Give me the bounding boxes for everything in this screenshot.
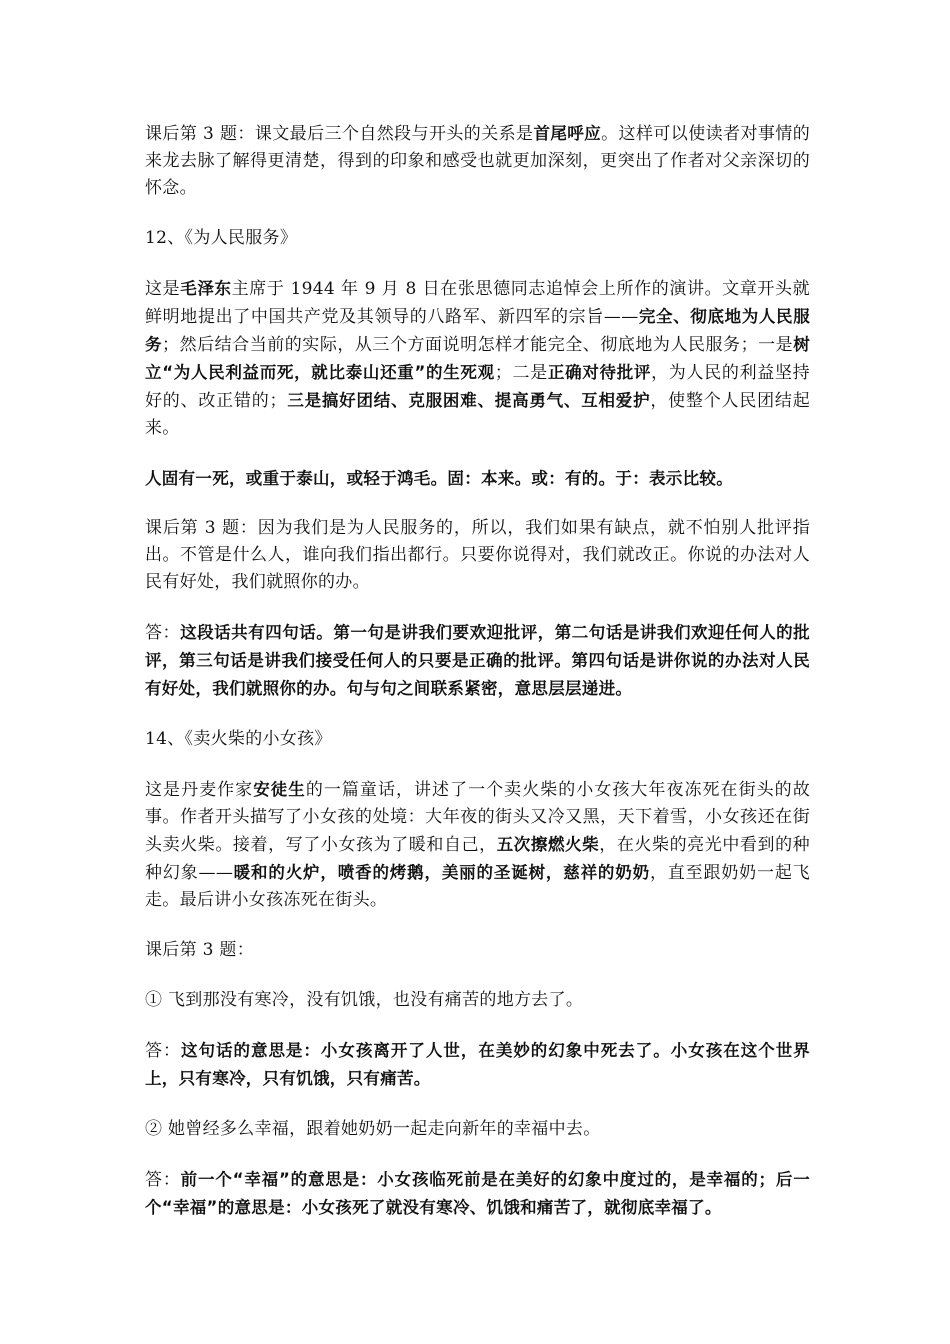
bold-text: 毛泽东 — [180, 279, 232, 298]
text-segment: 的一篇童话，讲述了一个卖火柴的小女孩大年夜冻死在街头的故事。作者开头描写了小女孩的处境：大年夜的街头又冷又黑，天下着雪，小女孩还在街头卖火柴。接着，写了小女孩为了暖和自己， — [145, 780, 810, 855]
paragraph-lesson-12-summary — [145, 275, 810, 442]
lesson-14-title: 14、《卖火柴的小女孩》 — [145, 729, 332, 749]
paragraph-lesson-14-summary — [145, 776, 810, 914]
text-segment: 这是 — [145, 279, 181, 299]
answer-label: 答： — [145, 1041, 181, 1061]
bold-text: 暖和的火炉，喷香的烤鹅，美丽的圣诞树，慈祥的奶奶 — [233, 863, 650, 882]
lesson-12-title: 12、《为人民服务》 — [145, 228, 298, 248]
bold-text: 正确对待批评 — [547, 363, 652, 382]
answer-label: 答： — [145, 623, 181, 643]
paragraph-lesson-14-exercise-3: 课后第 3 题： — [145, 940, 255, 960]
paragraph-question-2: ② 她曾经多么幸福，跟着她奶奶一起走向新年的幸福中去。 — [145, 1119, 601, 1139]
paragraph-quote-explanation: 人固有一死，或重于泰山，或轻于鸿毛。固：本来。或：有的。于：表示比较。 — [145, 469, 733, 488]
answer-label: 答： — [145, 1170, 181, 1190]
paragraph-question-1: ① 飞到那没有寒冷，没有饥饿，也没有痛苦的地方去了。 — [145, 990, 584, 1010]
bold-text: 首尾呼应 — [533, 124, 602, 143]
bold-text: 安徒生 — [253, 780, 306, 799]
text-segment: 主席于 1944 年 9 月 8 日在张思德同志追悼会上所作的演讲。文章开头就鲜明地提出了中国共产党及其领导的八路军、新四军的宗旨—— — [145, 279, 810, 327]
text-segment: ；二是 — [494, 363, 548, 383]
text-segment: ，使整个人民团结起来。 — [145, 391, 810, 438]
paragraph-lesson-12-answer — [145, 619, 810, 703]
text-segment: ，直至跟奶奶一起飞走。最后讲小女孩冻死在街头。 — [145, 863, 811, 910]
bold-text: 五次擦燃火柴 — [496, 835, 600, 854]
paragraph-lesson-12-exercise-3: 课后第 3 题：因为我们是为人民服务的，所以，我们如果有缺点，就不怕别人批评指出。不管是什么人，谁向我们指出都行。只要你说得对，我们就改正。你说的办法对人民有好处，我们就照你的办。 — [145, 518, 810, 592]
bold-text: 树立“为人民利益而死，就比泰山还重”的生死观 — [145, 335, 810, 382]
paragraph-lesson-11-exercise-3 — [145, 120, 810, 202]
bold-text: 这句话的意思是：小女孩离开了人世，在美妙的幻象中死去了。小女孩在这个世界上，只有寒冷，只有饥饿，只有痛苦。 — [145, 1041, 810, 1088]
bold-text: 这段话共有四句话。第一句是讲我们要欢迎批评，第二句话是讲我们欢迎任何人的批评，第三句话是讲我们接受任何人的只要是正确的批评。第四句话是讲你说的办法对人民有好处，我们就照你的办。句与句之间联系紧密，意思层层递进。 — [145, 623, 810, 698]
text-segment: 这是丹麦作家 — [145, 780, 254, 800]
document-body — [145, 120, 810, 1245]
paragraph-answer-2 — [145, 1166, 810, 1222]
text-segment: 课后第 3 题：课文最后三个自然段与开头的关系是 — [145, 124, 534, 144]
text-segment: ，为人民的利益坚持好的、改正错的； — [145, 363, 810, 411]
bold-text: 完全、彻底地为人民服务 — [145, 307, 810, 354]
bold-text: 三是搞好团结、克服困难、提高勇气、互相爱护 — [286, 391, 651, 410]
paragraph-answer-1 — [145, 1037, 810, 1093]
text-segment: ，在火柴的亮光中看到的种种幻象—— — [145, 835, 810, 883]
bold-text: 前一个“幸福”的意思是：小女孩临死前是在美好的幻象中度过的，是幸福的；后一个“幸福”的意思是：小女孩死了就没有寒冷、饥饿和痛苦了，就彻底幸福了。 — [145, 1170, 810, 1217]
text-segment: ；然后结合当前的实际，从三个方面说明怎样才能完全、彻底地为人民服务；一是 — [162, 335, 794, 355]
text-segment: 。这样可以使读者对事情的来龙去脉了解得更清楚，得到的印象和感受也就更加深刻，更突出了作者对父亲深切的怀念。 — [145, 124, 811, 198]
